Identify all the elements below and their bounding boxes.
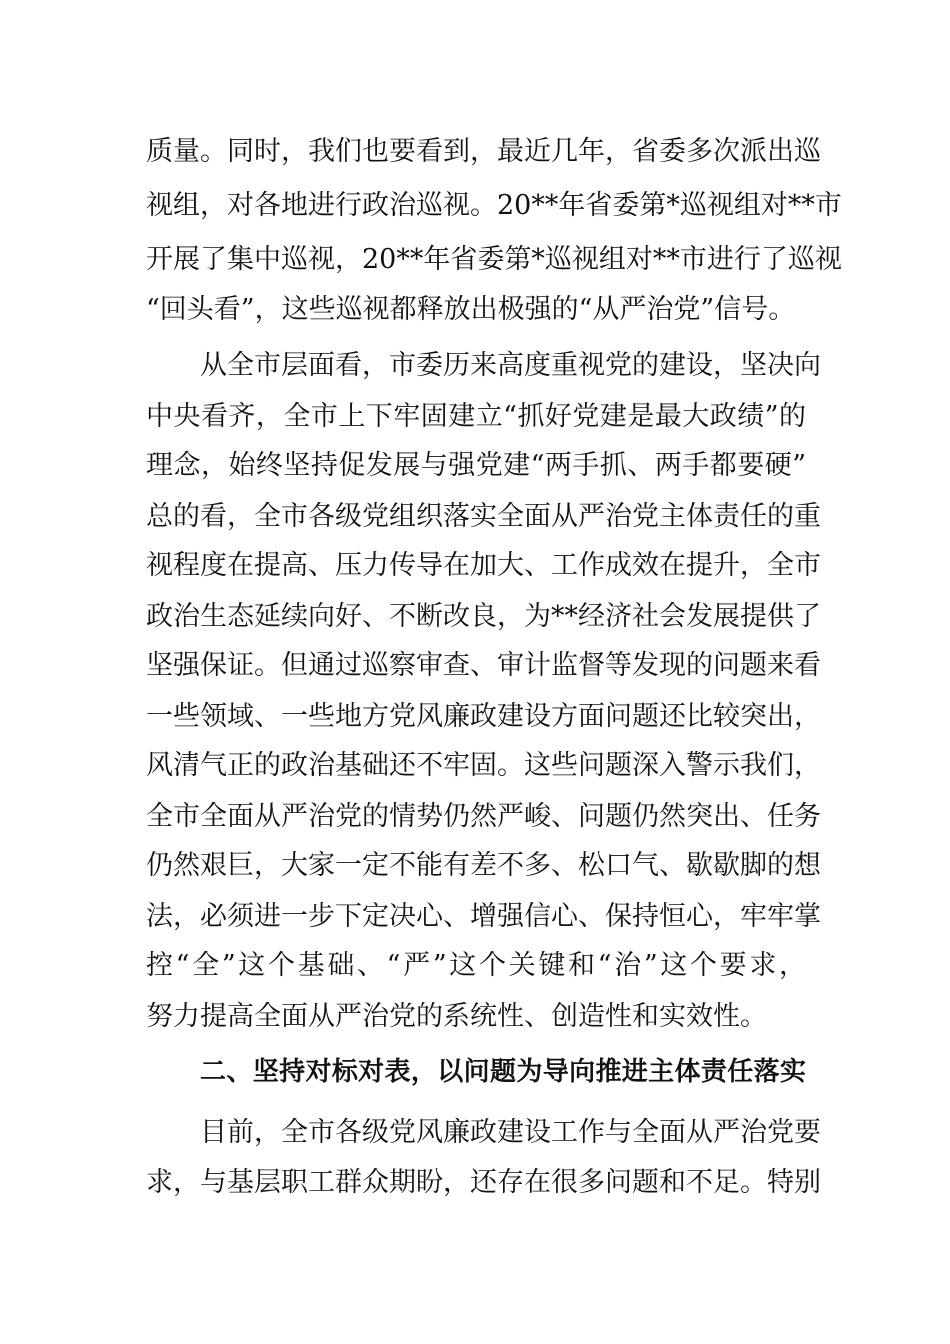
paragraph-2-line-9: 风清气正的政治基础还不牢固。这些问题深入警示我们， [146, 750, 821, 781]
paragraph-2-line-12: 法，必须进一步下定决心、增强信心、保持恒心，牢牢掌 [146, 901, 821, 932]
paragraph-2-line-4: 总的看，全市各级党组织落实全面从严治党主体责任的重 [146, 501, 821, 532]
section-heading-2: 二、坚持对标对表，以问题为导向推进主体责任落实 [200, 1057, 806, 1087]
paragraph-2-line-2: 中央看齐，全市上下牢固建立“抓好党建是最大政绩”的 [146, 401, 806, 432]
paragraph-2-line-7: 坚强保证。但通过巡察审查、审计监督等发现的问题来看 [146, 650, 821, 681]
paragraph-2-line-6: 政治生态延续向好、不断改良，为**经济社会发展提供了 [146, 601, 821, 632]
paragraph-2-line-13: 控“全”这个基础、“严”这个关键和“治”这个要求， [146, 950, 806, 981]
paragraph-3-line-1: 目前，全市各级党风廉政建设工作与全面从严治党要 [200, 1117, 821, 1148]
paragraph-1-line-4: “回头看”，这些巡视都释放出极强的“从严治党”信号。 [146, 294, 796, 325]
paragraph-2-line-11: 仍然艰巨，大家一定不能有差不多、松口气、歇歇脚的想 [146, 850, 821, 881]
paragraph-2-line-8: 一些领域、一些地方党风廉政建设方面问题还比较突出， [146, 701, 821, 732]
paragraph-3-line-2: 求，与基层职工群众期盼，还存在很多问题和不足。特别 [146, 1167, 821, 1198]
paragraph-2-line-14: 努力提高全面从严治党的系统性、创造性和实效性。 [146, 1001, 767, 1032]
paragraph-1-line-1: 质量。同时，我们也要看到，最近几年，省委多次派出巡 [146, 136, 821, 167]
paragraph-2-line-3: 理念，始终坚持促发展与强党建“两手抓、两手都要硬” [146, 450, 806, 481]
paragraph-2-line-1: 从全市层面看，市委历来高度重视党的建设，坚决向 [200, 350, 821, 381]
paragraph-2-line-10: 全市全面从严治党的情势仍然严峻、问题仍然突出、任务 [146, 801, 821, 832]
paragraph-1-line-2: 视组，对各地进行政治巡视。20**年省委第*巡视组对**市 [146, 190, 842, 221]
paragraph-2-line-5: 视程度在提高、压力传导在加大、工作成效在提升，全市 [146, 550, 821, 581]
paragraph-1-line-3: 开展了集中巡视，20**年省委第*巡视组对**市进行了巡视 [146, 244, 842, 275]
